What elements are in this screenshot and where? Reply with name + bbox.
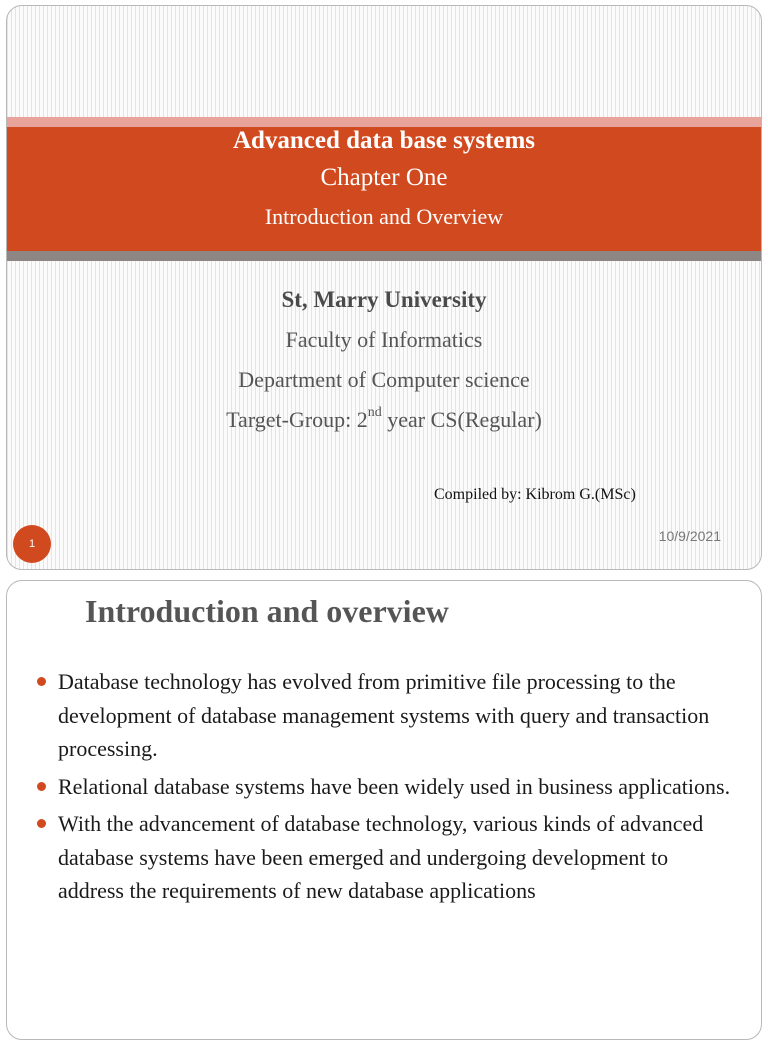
bullet-dot-icon (37, 819, 46, 828)
content-slide-title: Introduction and overview (85, 593, 449, 629)
target-group (7, 407, 761, 433)
bullet-item (35, 770, 735, 804)
bullet-text: Database technology has evolved from primitive file processing to the development of database management systems with query and transaction processing. (58, 669, 710, 761)
title-slide (6, 5, 762, 570)
bullet-text: Relational database systems have been widely used in business applications. (58, 773, 731, 799)
bullet-item (35, 807, 735, 908)
bullet-text: With the advancement of database technology, various kinds of advanced database systems have been emerged and undergoing development to address the requirements of new database applications (58, 811, 704, 903)
bullet-list (35, 665, 735, 912)
slide-subtitle: Introduction and Overview (264, 204, 504, 229)
banner-bottom-band (7, 251, 761, 261)
title-banner (7, 127, 761, 251)
faculty-name: Faculty of Informatics (285, 327, 483, 352)
department-name: Department of Computer science (238, 367, 530, 392)
target-group-prefix: Target-Group: 2 (226, 407, 368, 432)
banner-top-band (7, 117, 761, 127)
compiled-by: Compiled by: Kibrom G.(MSc) (434, 486, 636, 503)
slide-number-badge: 1 (13, 525, 51, 563)
bullet-dot-icon (37, 677, 46, 686)
content-slide (6, 580, 762, 1040)
bullet-dot-icon (37, 782, 46, 791)
bullet-item (35, 665, 735, 766)
target-group-suffix: year CS(Regular) (381, 407, 542, 432)
target-group-ordinal: nd (367, 405, 382, 420)
chapter-label: Chapter One (320, 164, 448, 191)
slide-date: 10/9/2021 (658, 528, 721, 544)
university-name: St, Marry University (281, 287, 487, 312)
slide-title: Advanced data base systems (232, 127, 536, 154)
